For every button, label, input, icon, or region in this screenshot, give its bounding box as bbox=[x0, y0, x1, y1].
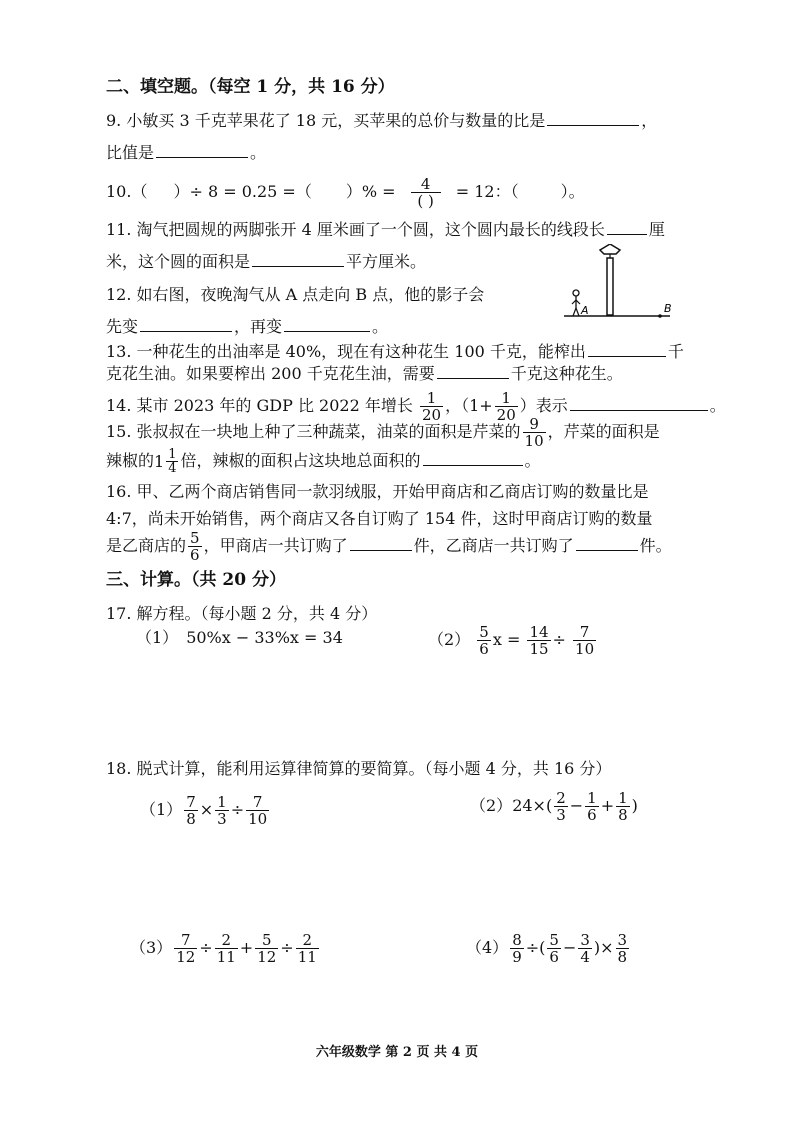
question-9-text: 9. 小敏买 3 千克苹果花了 18 元，买苹果的总价与数量的比是 bbox=[106, 111, 546, 130]
answer-blank[interactable] bbox=[350, 535, 412, 551]
fraction-denominator: 6 bbox=[587, 806, 597, 824]
expression-4-suffix: )× bbox=[593, 938, 614, 957]
fraction bbox=[616, 790, 630, 823]
expression-4-prefix: ÷( bbox=[525, 938, 546, 957]
fraction-denominator: 12 bbox=[257, 948, 277, 966]
expression-2-prefix: 24×( bbox=[512, 796, 553, 815]
fraction-numerator: 1 bbox=[426, 389, 437, 407]
fraction-denominator: 20 bbox=[496, 406, 516, 424]
fraction-numerator: 14 bbox=[529, 623, 549, 641]
answer-blank[interactable] bbox=[423, 450, 523, 466]
question-9-line-1 bbox=[106, 110, 657, 131]
answer-blank[interactable] bbox=[437, 363, 509, 379]
fraction-denominator: 6 bbox=[479, 640, 489, 658]
fraction bbox=[215, 932, 238, 965]
question-13-unit: 千 bbox=[667, 342, 684, 361]
question-15-text-end: ，芹菜的面积是 bbox=[547, 422, 660, 441]
fraction-numerator: 1 bbox=[618, 789, 628, 807]
expression-4-first bbox=[508, 931, 526, 966]
operator: ÷ bbox=[230, 800, 245, 819]
question-18-part-4 bbox=[466, 928, 631, 968]
operator: × bbox=[199, 800, 214, 819]
question-18-part-1 bbox=[140, 790, 271, 830]
person-icon bbox=[572, 290, 580, 316]
fraction-numerator: 1 bbox=[217, 793, 227, 811]
fraction-numerator: 5 bbox=[190, 529, 200, 547]
question-16-unit: 件。 bbox=[639, 536, 672, 555]
fraction-denominator: 15 bbox=[529, 640, 549, 658]
answer-blank[interactable] bbox=[284, 316, 370, 332]
answer-blank[interactable] bbox=[252, 251, 344, 267]
question-17-heading: 17. 解方程。（每小题 2 分，共 4 分） bbox=[106, 604, 378, 623]
operator: + bbox=[239, 938, 254, 957]
question-11-line-1 bbox=[106, 219, 665, 240]
fraction-denominator: 8 bbox=[618, 806, 628, 824]
point-b-dot bbox=[658, 314, 662, 318]
mixed-number-1-1-4 bbox=[154, 446, 180, 478]
question-10-part-3: = 12：（ bbox=[455, 182, 519, 201]
question-13-text: 13. 一种花生的出油率是 40%，现在有这种花生 100 千克，能榨出 bbox=[106, 342, 586, 361]
fraction bbox=[184, 794, 198, 827]
fraction-denominator: 12 bbox=[176, 948, 196, 966]
fraction-numerator: 2 bbox=[556, 789, 566, 807]
fraction-denominator: 9 bbox=[512, 948, 522, 966]
question-12-line-1: 12. 如右图，夜晚淘气从 A 点走向 B 点，他的影子会 bbox=[106, 285, 485, 304]
operator: − bbox=[562, 938, 577, 957]
expression-1 bbox=[182, 793, 271, 828]
fraction-denominator: 6 bbox=[549, 948, 559, 966]
lamp-post bbox=[607, 258, 613, 315]
fraction-denominator: 8 bbox=[186, 810, 196, 828]
answer-blank[interactable] bbox=[140, 316, 232, 332]
fraction-numerator: 5 bbox=[261, 931, 272, 949]
answer-blank[interactable] bbox=[607, 219, 647, 235]
fraction-denominator: 10 bbox=[575, 640, 595, 658]
equation-1: 50%x − 33%x = 34 bbox=[186, 628, 343, 647]
question-9-comma: ， bbox=[641, 111, 658, 130]
fraction bbox=[547, 932, 561, 965]
fraction-numerator: 1 bbox=[168, 447, 177, 462]
mixed-whole: 1 bbox=[154, 451, 165, 471]
question-14-represents: ）表示 bbox=[519, 396, 568, 415]
fraction-denominator: 10 bbox=[524, 432, 544, 450]
fraction-numerator: 5 bbox=[549, 931, 559, 949]
fraction bbox=[578, 932, 592, 965]
question-10-part-4: ）。 bbox=[560, 182, 585, 201]
fraction-denominator: 10 bbox=[248, 810, 268, 828]
part-label: （1） bbox=[140, 800, 183, 819]
question-10-fraction bbox=[411, 176, 441, 209]
section-2-heading: 二、填空题。（每空 1 分，共 16 分） bbox=[106, 77, 395, 97]
question-14-period: 。 bbox=[709, 396, 726, 415]
fraction bbox=[585, 790, 599, 823]
operator: ÷ bbox=[280, 938, 294, 957]
expression-2-suffix: ) bbox=[631, 796, 638, 815]
expression-2 bbox=[552, 789, 631, 824]
fraction-numerator: 4 bbox=[420, 175, 431, 193]
part-label: （2） bbox=[470, 796, 513, 815]
fraction-numerator: 3 bbox=[617, 931, 628, 949]
question-11-unit: 厘 bbox=[648, 220, 665, 239]
fraction-denominator: 20 bbox=[421, 406, 442, 424]
answer-blank[interactable] bbox=[576, 535, 638, 551]
fraction-numerator: 5 bbox=[479, 623, 489, 641]
question-11-unit-2: 平方厘米。 bbox=[346, 252, 427, 271]
operator: + bbox=[600, 796, 615, 815]
fraction-denominator: 8 bbox=[617, 948, 628, 966]
question-14-mid: ，（1+ bbox=[445, 396, 493, 415]
fraction bbox=[616, 932, 630, 965]
fraction-denominator: 3 bbox=[556, 806, 566, 824]
answer-blank[interactable] bbox=[588, 341, 666, 357]
fraction-numerator: 7 bbox=[579, 623, 590, 641]
question-12-line-2 bbox=[106, 316, 388, 337]
question-17-part-1 bbox=[136, 628, 343, 648]
fraction-numerator: 1 bbox=[587, 789, 597, 807]
part-label: （4） bbox=[466, 938, 509, 957]
question-10-part-2: ）% = bbox=[345, 182, 396, 201]
page-footer: 六年级数学 第 2 页 共 4 页 bbox=[315, 1045, 479, 1060]
section-3-heading: 三、计算。（共 20 分） bbox=[106, 570, 286, 590]
fraction bbox=[296, 932, 319, 965]
fraction-numerator: 7 bbox=[180, 931, 191, 949]
operator: − bbox=[569, 796, 584, 815]
fraction bbox=[174, 932, 197, 965]
point-b-label: B bbox=[664, 302, 672, 315]
operator: ÷ bbox=[199, 938, 213, 957]
fraction-numerator: 9 bbox=[529, 415, 539, 433]
lamp-icon bbox=[600, 244, 620, 258]
part-label: （1） bbox=[136, 628, 179, 647]
question-16-store-a: ，甲商店一共订购了 bbox=[203, 536, 348, 555]
point-a-label: A bbox=[581, 304, 589, 317]
expression-3 bbox=[172, 931, 321, 966]
question-9-ratio-label: 比值是 bbox=[106, 143, 155, 162]
fraction-numerator: 2 bbox=[221, 931, 231, 949]
fraction-denominator: 11 bbox=[297, 948, 317, 966]
fraction-numerator: 7 bbox=[186, 793, 196, 811]
question-16-store-b: 件，乙商店一共订购了 bbox=[413, 536, 574, 555]
question-18-part-3 bbox=[130, 928, 321, 968]
question-15-pepper: 辣椒的 bbox=[106, 451, 155, 470]
fraction-denominator-blank[interactable]: ( ) bbox=[411, 192, 441, 209]
fraction-numerator: 8 bbox=[512, 931, 522, 949]
fraction-denominator: 4 bbox=[580, 948, 590, 966]
question-13-unit-2: 千克这种花生。 bbox=[510, 364, 623, 383]
fraction-5-6 bbox=[188, 530, 202, 563]
question-15-text-2: 倍，辣椒的面积占这块地总面积的 bbox=[180, 451, 421, 470]
fraction-numerator: 7 bbox=[252, 793, 263, 811]
question-10 bbox=[106, 176, 585, 209]
question-13-line-2 bbox=[106, 363, 623, 384]
part-label: （2） bbox=[428, 630, 471, 649]
question-12-period: 。 bbox=[372, 317, 389, 336]
expression-4-last bbox=[614, 931, 632, 966]
question-13-line-1 bbox=[106, 341, 684, 362]
fraction-numerator: 2 bbox=[302, 931, 312, 949]
question-11-text: 11. 淘气把圆规的两脚张开 4 厘米画了一个圆，这个圆内最长的线段长 bbox=[106, 220, 605, 239]
fraction-denominator: 3 bbox=[217, 810, 227, 828]
fraction bbox=[554, 790, 568, 823]
question-15-text: 15. 张叔叔在一块地上种了三种蔬菜，油菜的面积是芹菜的 bbox=[106, 422, 521, 441]
question-12-first: 先变 bbox=[106, 317, 139, 336]
fraction-numerator: 3 bbox=[580, 931, 590, 949]
answer-blank[interactable] bbox=[156, 142, 248, 158]
fraction bbox=[215, 794, 229, 827]
question-13-text-2: 克花生油。如果要榨出 200 千克花生油，需要 bbox=[106, 364, 435, 383]
fraction-denominator: 4 bbox=[168, 461, 177, 476]
question-15-period: 。 bbox=[524, 451, 541, 470]
question-18-heading: 18. 脱式计算，能利用运算律简算的要简算。（每小题 4 分，共 16 分） bbox=[106, 759, 612, 778]
answer-blank[interactable] bbox=[570, 395, 708, 411]
equation-variable: x = bbox=[492, 630, 521, 649]
fraction-denominator: 11 bbox=[216, 948, 236, 966]
question-16-line-2: 4:7，尚未开始销售，两个商店又各自订购了 154 件，这时甲商店订购的数量 bbox=[106, 509, 653, 528]
fraction bbox=[246, 794, 269, 827]
part-label: （3） bbox=[130, 938, 173, 957]
question-11-line-2 bbox=[106, 251, 426, 272]
question-12-then: ，再变 bbox=[234, 317, 283, 336]
question-16-text-3: 是乙商店的 bbox=[106, 536, 187, 555]
question-10-part-1: ）÷ 8 = 0.25 =（ bbox=[173, 182, 312, 201]
answer-blank[interactable] bbox=[547, 110, 639, 126]
question-11-area-text: 米，这个圆的面积是 bbox=[106, 252, 251, 271]
fraction bbox=[510, 932, 524, 965]
question-16-line-3 bbox=[106, 526, 672, 566]
question-18-part-2 bbox=[470, 786, 638, 826]
division-sign: ÷ bbox=[552, 630, 566, 649]
expression-4 bbox=[545, 931, 594, 966]
question-14-text: 14. 某市 2023 年的 GDP 比 2022 年增长 bbox=[106, 396, 413, 415]
question-9-line-2 bbox=[106, 142, 266, 163]
question-9-period: 。 bbox=[250, 143, 267, 162]
question-10-start: 10.（ bbox=[106, 182, 148, 201]
question-15-line-2 bbox=[106, 445, 541, 478]
fraction bbox=[255, 932, 278, 965]
fraction-denominator: 6 bbox=[190, 546, 200, 564]
street-lamp-figure bbox=[560, 244, 680, 320]
question-17-part-2 bbox=[428, 620, 598, 660]
fraction-numerator: 1 bbox=[501, 389, 511, 407]
question-16-line-1: 16. 甲、乙两个商店销售同一款羽绒服，开始甲商店和乙商店订购的数量比是 bbox=[106, 482, 649, 501]
